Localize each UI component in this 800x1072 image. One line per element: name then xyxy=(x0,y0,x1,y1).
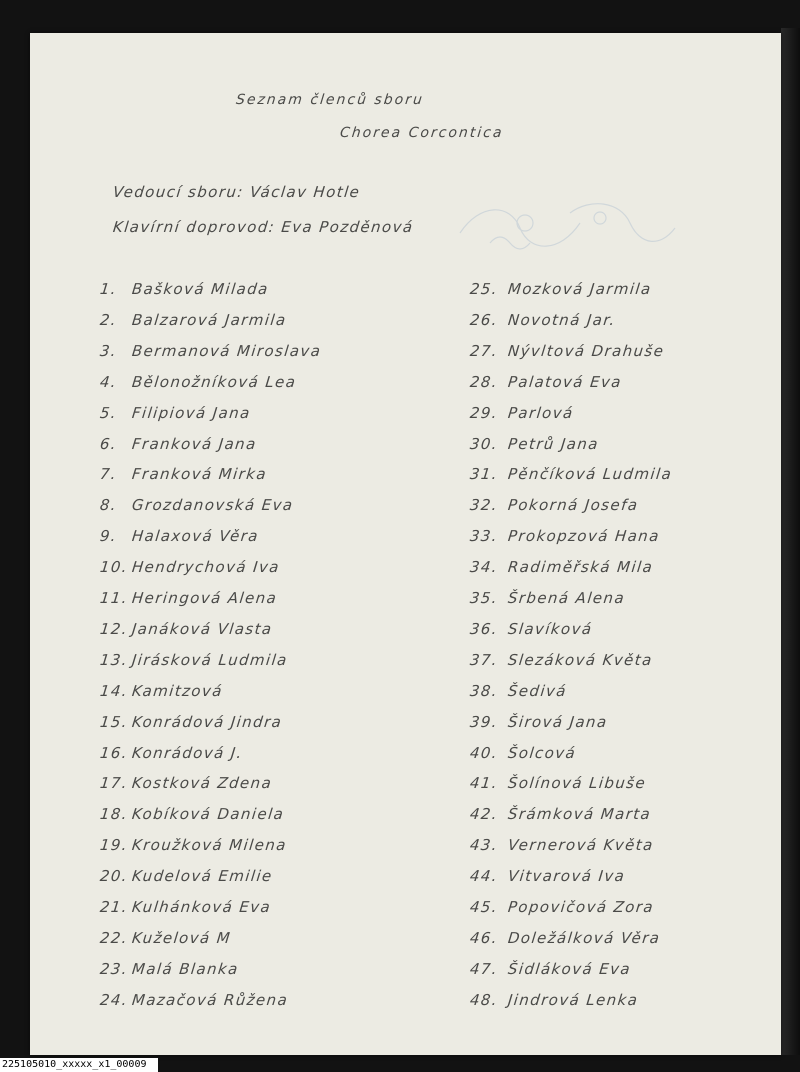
member-number: 42. xyxy=(469,805,500,823)
member-number: 20. xyxy=(99,867,130,885)
member-name: Kobíková Daniela xyxy=(131,805,286,823)
member-number: 33. xyxy=(469,527,500,545)
member-number: 9. xyxy=(99,527,119,545)
member-number: 43. xyxy=(469,836,500,854)
member-name: Šrbená Alena xyxy=(507,589,627,607)
member-number: 17. xyxy=(99,774,130,792)
member-number: 8. xyxy=(99,496,119,514)
member-name: Konrádová J. xyxy=(131,744,244,762)
floral-watermark xyxy=(450,193,680,263)
member-name: Bermanová Miroslava xyxy=(131,342,323,360)
member-number: 7. xyxy=(99,465,119,483)
image-id-label: 225105010_xxxxx_x1_00009 xyxy=(0,1058,158,1072)
member-number: 38. xyxy=(469,682,500,700)
member-name: Halaxová Věra xyxy=(131,527,260,545)
member-number: 45. xyxy=(469,898,500,916)
member-number: 48. xyxy=(469,991,500,1009)
member-name: Malá Blanka xyxy=(131,960,240,978)
member-name: Vernerová Květa xyxy=(507,836,655,854)
member-name: Jirásková Ludmila xyxy=(131,651,289,669)
member-number: 26. xyxy=(469,311,500,329)
member-number: 35. xyxy=(469,589,500,607)
member-number: 2. xyxy=(99,311,119,329)
member-name: Šedivá xyxy=(507,682,568,700)
member-name: Bašková Milada xyxy=(131,280,270,298)
member-name: Popovičová Zora xyxy=(507,898,655,916)
member-number: 31. xyxy=(469,465,500,483)
member-name: Grozdanovská Eva xyxy=(131,496,295,514)
member-name: Balzarová Jarmila xyxy=(131,311,288,329)
member-name: Slezáková Květa xyxy=(507,651,654,669)
member-name: Janáková Vlasta xyxy=(131,620,274,638)
member-number: 28. xyxy=(469,373,500,391)
member-name: Jindrová Lenka xyxy=(507,991,640,1009)
member-name: Konrádová Jindra xyxy=(131,713,284,731)
member-name: Hendrychová Iva xyxy=(131,558,281,576)
member-number: 3. xyxy=(99,342,119,360)
member-name: Parlová xyxy=(507,404,575,422)
member-name: Franková Mirka xyxy=(131,465,268,483)
member-name: Kamitzová xyxy=(131,682,224,700)
member-number: 30. xyxy=(469,435,500,453)
title-line-2: Chorea Corcontica xyxy=(339,125,505,141)
member-name: Pěnčíková Ludmila xyxy=(507,465,674,483)
member-number: 1. xyxy=(99,280,119,298)
member-number: 4. xyxy=(99,373,119,391)
member-name: Vitvarová Iva xyxy=(507,867,627,885)
member-number: 19. xyxy=(99,836,130,854)
member-name: Šolcová xyxy=(507,744,578,762)
member-number: 21. xyxy=(99,898,130,916)
member-name: Kostková Zdena xyxy=(131,774,274,792)
member-name: Pokorná Josefa xyxy=(507,496,640,514)
member-number: 18. xyxy=(99,805,130,823)
member-name: Širová Jana xyxy=(507,713,609,731)
member-number: 6. xyxy=(99,435,119,453)
member-number: 27. xyxy=(469,342,500,360)
piano-accompaniment: Klavírní doprovod: Eva Pozděnová xyxy=(112,218,415,236)
member-name: Slavíková xyxy=(507,620,594,638)
member-name: Nývltová Drahuše xyxy=(507,342,666,360)
member-name: Šrámková Marta xyxy=(507,805,653,823)
member-number: 39. xyxy=(469,713,500,731)
member-number: 25. xyxy=(469,280,500,298)
member-name: Kudelová Emilie xyxy=(131,867,274,885)
member-name: Šolínová Libuše xyxy=(507,774,648,792)
member-number: 41. xyxy=(469,774,500,792)
member-name: Prokopzová Hana xyxy=(507,527,661,545)
member-name: Doležálková Věra xyxy=(507,929,662,947)
member-number: 14. xyxy=(99,682,130,700)
member-name: Filipiová Jana xyxy=(131,404,252,422)
member-name: Novotná Jar. xyxy=(507,311,617,329)
member-name: Heringová Alena xyxy=(131,589,279,607)
member-number: 36. xyxy=(469,620,500,638)
member-name: Kulhánková Eva xyxy=(131,898,273,916)
member-name: Kroužková Milena xyxy=(131,836,288,854)
member-number: 12. xyxy=(99,620,130,638)
member-number: 15. xyxy=(99,713,130,731)
choir-leader: Vedoucí sboru: Václav Hotle xyxy=(112,183,362,201)
member-number: 5. xyxy=(99,404,119,422)
member-number: 34. xyxy=(469,558,500,576)
member-name: Petrů Jana xyxy=(507,435,600,453)
member-name: Mazačová Růžena xyxy=(131,991,290,1009)
member-name: Mozková Jarmila xyxy=(507,280,653,298)
member-number: 22. xyxy=(99,929,130,947)
member-number: 32. xyxy=(469,496,500,514)
title-line-1: Seznam členců sboru xyxy=(235,92,425,108)
member-number: 40. xyxy=(469,744,500,762)
member-number: 24. xyxy=(99,991,130,1009)
member-number: 23. xyxy=(99,960,130,978)
member-number: 37. xyxy=(469,651,500,669)
member-number: 11. xyxy=(99,589,130,607)
member-number: 46. xyxy=(469,929,500,947)
member-number: 47. xyxy=(469,960,500,978)
member-name: Franková Jana xyxy=(131,435,258,453)
member-name: Kuželová M xyxy=(131,929,233,947)
member-number: 16. xyxy=(99,744,130,762)
member-number: 44. xyxy=(469,867,500,885)
member-number: 10. xyxy=(99,558,130,576)
member-number: 29. xyxy=(469,404,500,422)
member-name: Radiměřská Mila xyxy=(507,558,655,576)
member-number: 13. xyxy=(99,651,130,669)
member-name: Šidláková Eva xyxy=(507,960,632,978)
member-name: Bělonožníková Lea xyxy=(131,373,298,391)
member-name: Palatová Eva xyxy=(507,373,623,391)
paper-edge-shadow xyxy=(781,28,800,1055)
